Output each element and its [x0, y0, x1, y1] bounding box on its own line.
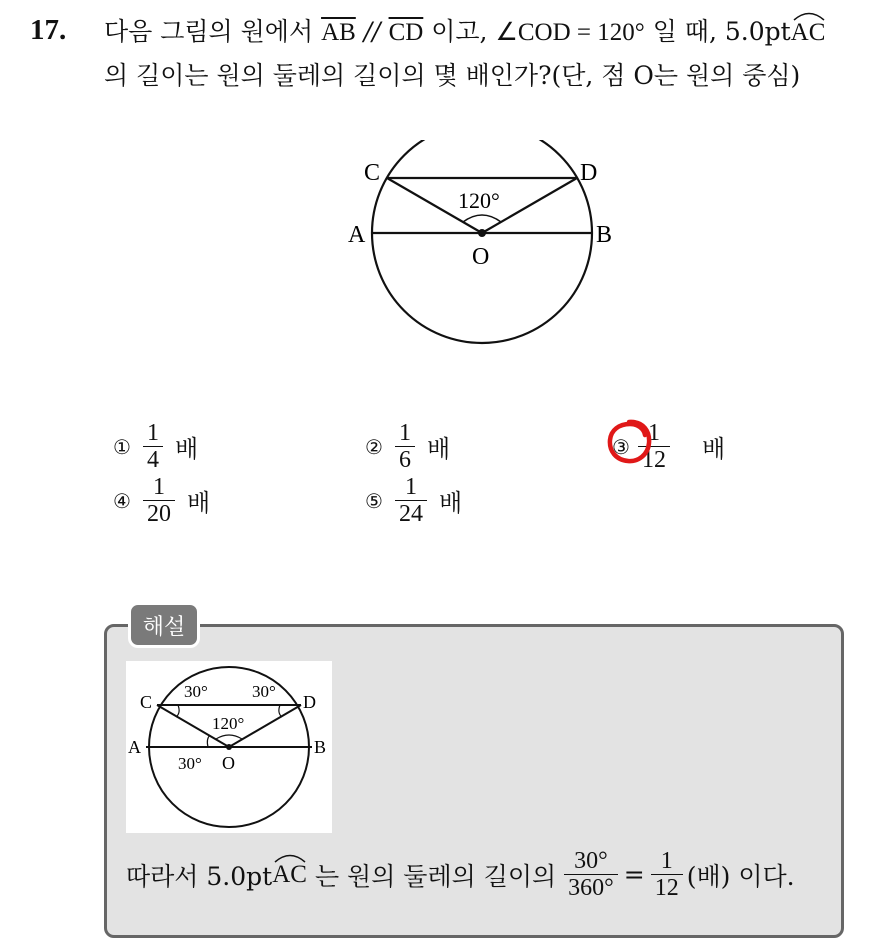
choice-number: ④	[113, 488, 131, 513]
sol-label-a: A	[128, 737, 141, 757]
solution-arc-ac	[272, 861, 307, 889]
sol-angle-1: 30°	[184, 682, 208, 701]
sol-angle-4: 30°	[178, 754, 202, 773]
center-point	[478, 229, 486, 237]
circle	[372, 140, 592, 343]
choice-unit: 배	[701, 435, 726, 463]
arc-label: AC	[272, 860, 307, 888]
question-figure	[330, 140, 630, 370]
question-text: 이고,	[431, 17, 488, 46]
label-c: C	[364, 160, 381, 186]
choice-unit: 배	[438, 489, 463, 517]
arc-label: AC	[790, 19, 826, 46]
choice-fraction: $\frac{1}{12}$	[640, 420, 668, 473]
choice-number: ①	[113, 434, 131, 459]
sol-angle-2: 30°	[252, 682, 276, 701]
choice-number: ②	[365, 434, 383, 459]
label-angle: 120°	[458, 188, 500, 213]
label-b: B	[596, 222, 613, 248]
arc-symbol-icon	[791, 7, 827, 21]
choice-fraction: $\frac{1}{20}$	[145, 474, 173, 527]
label-d: D	[580, 160, 598, 186]
sol-label-b: B	[314, 737, 327, 757]
choice-1[interactable]	[113, 420, 198, 473]
label-o: O	[472, 244, 490, 270]
segment-cd: $\overline{CD}$	[388, 19, 424, 46]
choice-unit: 배	[186, 489, 211, 517]
choice-fraction: $\frac{1}{4}$	[145, 420, 161, 473]
choice-number: ③	[612, 434, 630, 459]
question-number: 17.	[30, 14, 67, 46]
choice-number: ⑤	[365, 488, 383, 513]
solution-mid: 는 원의 둘레의 길이의	[314, 861, 557, 891]
question-text: 일 때, 5.0pt	[652, 17, 791, 46]
choice-2[interactable]	[365, 420, 450, 473]
label-a: A	[348, 222, 366, 248]
solution-suffix: (배) 이다.	[686, 861, 795, 891]
sol-label-c: C	[140, 692, 153, 712]
sol-label-o: O	[222, 753, 235, 773]
solution-fraction-2: $\frac{1}{12}$	[653, 848, 681, 901]
arc-symbol-icon	[272, 849, 308, 863]
arc-ac	[791, 19, 826, 47]
angle-condition: ∠COD = 120°	[495, 19, 645, 46]
choice-unit: 배	[174, 435, 199, 463]
question-text: 다음 그림의 원에서	[104, 17, 314, 46]
choice-4[interactable]	[113, 474, 210, 527]
angle-arc	[463, 215, 501, 222]
solution-fraction-1: $\frac{30^\circ}{360^\circ}$	[566, 848, 616, 901]
sol-angle-3: 120°	[212, 714, 245, 733]
choice-fraction: $\frac{1}{24}$	[397, 474, 425, 527]
solution-tab: 해설	[128, 602, 200, 648]
parallel-symbol: //	[363, 17, 381, 46]
solution-text	[126, 848, 795, 901]
solution-figure	[126, 661, 332, 833]
solution-figure-drawing	[126, 661, 332, 833]
choice-unit: 배	[426, 435, 451, 463]
solution-prefix: 따라서 5.0pt	[126, 861, 273, 891]
question-text: 의 길이는 원의 둘레의 길이의 몇 배인가?(단, 점 O는 원의 중심)	[104, 61, 801, 90]
sol-label-d: D	[303, 692, 316, 712]
choice-fraction: $\frac{1}{6}$	[397, 420, 413, 473]
segment-ab: $\overline{AB}$	[321, 19, 356, 46]
choice-5[interactable]	[365, 474, 462, 527]
answer-mark-icon	[604, 418, 654, 466]
question-line-2	[104, 56, 800, 92]
solution-equals: =	[623, 860, 645, 889]
question-line-1	[104, 12, 825, 48]
